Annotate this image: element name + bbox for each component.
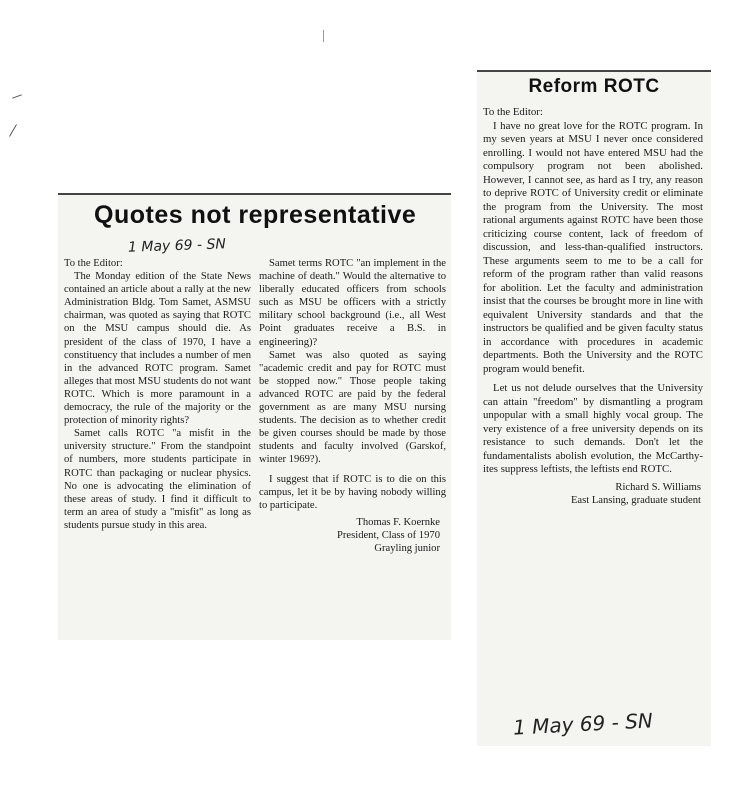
headline: Quotes not representative	[94, 201, 417, 229]
scan-mark	[9, 124, 17, 137]
salutation: To the Editor:	[483, 106, 543, 118]
paragraph: Samet terms ROTC "an implement in the machine of death." Would the alternative to liberally educated officers from schools such as MSU be officers with a strictly military school background (i.e., all West Point graduates receive a B.S. in engineering)?	[259, 258, 446, 348]
handwritten-date: 1 May 69 - SN	[512, 708, 654, 740]
signature-name: Richard S. Williams	[615, 481, 701, 493]
signature-name: Thomas F. Koernke	[356, 516, 440, 528]
signature-affiliation: East Lansing, graduate student	[570, 494, 701, 506]
scan-mark	[12, 94, 22, 98]
signature-block	[483, 481, 703, 507]
letter-column-2	[259, 257, 446, 555]
paragraph: I have no great love for the ROTC program. In my seven years at MSU I never once considered enrolling. I would not have entered MSU had the compulsory program not been abolished. However, I cannot see, as hard as I try, any reason to deprive ROTC of University credit or eliminate the program from the University. The most rational arguments against ROTC have been those criticizing course content, lack of freedom of discussion, and less-than-qualified instructors. These arguments seem to me to be a call for reform of the program rather than valid reasons for abolition. Let the faculty and administration insist that the courses be brought more in line with equivalent University standards and that the instructors be qualified and be given faculty status in accordance with procedures in academic departments. Both the University and the ROTC program would benefit.	[483, 119, 703, 375]
handwritten-date: 1 May 69 - SN	[127, 236, 227, 256]
paragraph: Samet calls ROTC "a misfit in the university structure." From the standpoint of numbers, more students participate in ROTC than packaging or nuclear physics. No one is advocating the elimination of these areas of study. I find it difficult to term an area of study a "misfit" as long as students pursue study in this area.	[64, 428, 251, 531]
paragraph: The Monday edition of the State News contained an article about a rally at the new Administration Bldg. Tom Samet, ASMSU chairman, was quoted as saying that ROTC on the MSU campus should die. As president of the class of 1970, I have a constituency that includes a number of men in the advanced ROTC program. Samet alleges that most MSU students do not want ROTC. Which is more paramount in a democracy, the rule of the majority or the protection of minority rights?	[64, 271, 251, 427]
letter-column-1	[64, 257, 251, 532]
paragraph: Samet was also quoted as saying "academic credit and pay for ROTC must be stopped now." Those people taking advanced ROTC are paid by the federal government as are many MSU nursing students. The decision as to whether credit be given courses should be made by those students and faculty involved (Garskof, winter 1969?).	[259, 349, 446, 466]
signature-block	[259, 516, 446, 555]
letter-column	[483, 106, 703, 507]
headline: Reform ROTC	[528, 76, 660, 97]
paragraph: I suggest that if ROTC is to die on this campus, let it be by having nobody willing to participate.	[259, 473, 446, 511]
paragraph: Let us not delude ourselves that the University can attain "freedom" by dismantling a program unpopular with a small highly vocal group. The very existence of a free university depends on its resistance to such demands. Don't let the fundamentalists abolish evolution, the McCarthy-ites suppress leftists, the leftists end ROTC.	[483, 382, 703, 475]
salutation: To the Editor:	[64, 258, 123, 269]
letter-clipping-reform-rotc	[477, 70, 711, 746]
letter-clipping-quotes-not-representative	[58, 193, 451, 640]
signature-affiliation: Grayling junior	[374, 542, 440, 554]
signature-title: President, Class of 1970	[337, 529, 440, 541]
scan-mark	[323, 30, 324, 42]
